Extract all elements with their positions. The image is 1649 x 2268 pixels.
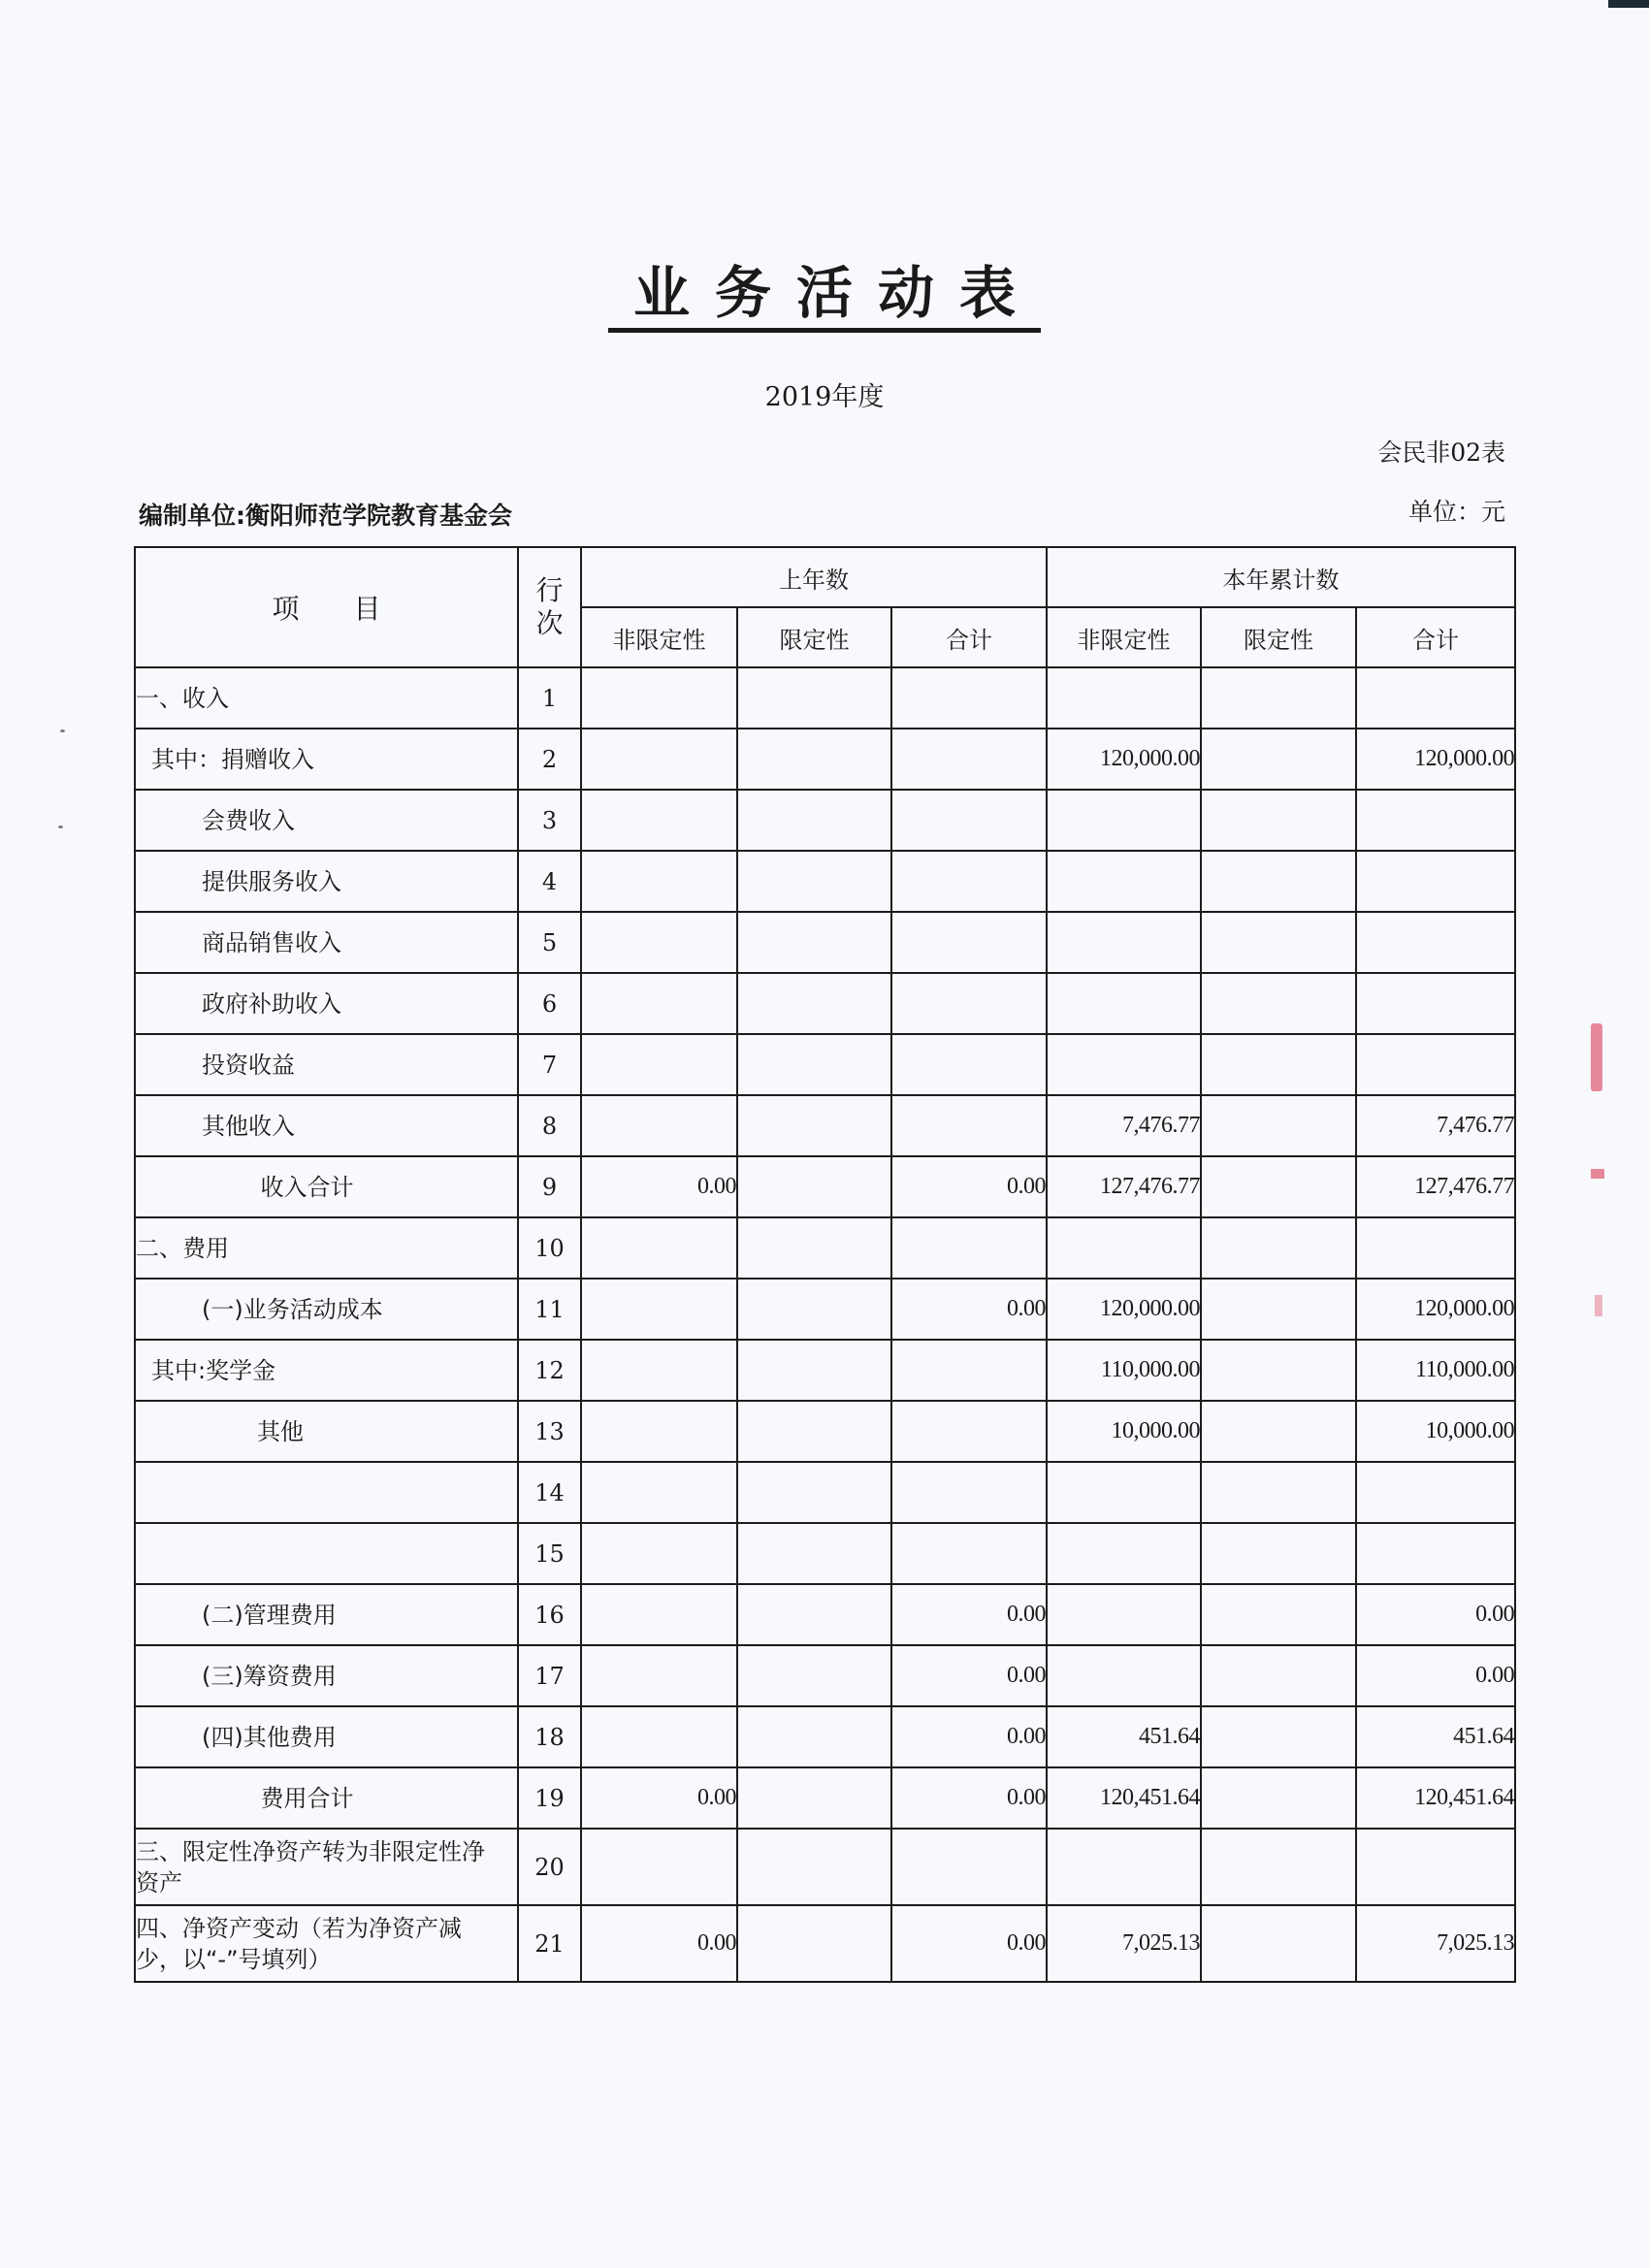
cell-current-unrestricted [1047, 973, 1201, 1034]
cell-current-restricted [1201, 1767, 1356, 1829]
row-number: 5 [518, 912, 581, 973]
cell-current-unrestricted [1047, 1462, 1201, 1523]
cell-current-unrestricted [1047, 1217, 1201, 1279]
row-number: 13 [518, 1401, 581, 1462]
cell-current-total: 120,000.00 [1356, 1279, 1515, 1340]
cell-prior-restricted [737, 1279, 891, 1340]
cell-prior-unrestricted [581, 912, 737, 973]
row-item-label: 提供服务收入 [135, 851, 518, 912]
cell-prior-unrestricted [581, 667, 737, 729]
cell-prior-restricted [737, 1156, 891, 1217]
header-prior-unrestricted: 非限定性 [581, 607, 737, 667]
cell-prior-unrestricted [581, 851, 737, 912]
cell-current-unrestricted [1047, 851, 1201, 912]
cell-prior-restricted [737, 1217, 891, 1279]
cell-current-unrestricted: 120,000.00 [1047, 1279, 1201, 1340]
cell-prior-total [891, 973, 1047, 1034]
row-number: 17 [518, 1645, 581, 1706]
cell-prior-unrestricted: 0.00 [581, 1905, 737, 1982]
cell-prior-restricted [737, 1767, 891, 1829]
cell-current-total [1356, 1462, 1515, 1523]
currency-unit: 单位：元 [1407, 498, 1505, 526]
row-item-label: (三)筹资费用 [135, 1645, 518, 1706]
cell-prior-restricted [737, 667, 891, 729]
cell-current-total [1356, 912, 1515, 973]
cell-current-restricted [1201, 1905, 1356, 1982]
cell-prior-total [891, 1095, 1047, 1156]
cell-prior-restricted [737, 1340, 891, 1401]
cell-prior-total [891, 912, 1047, 973]
cell-current-total [1356, 851, 1515, 912]
table-row [135, 1706, 1515, 1767]
cell-current-unrestricted: 110,000.00 [1047, 1340, 1201, 1401]
header-prior-total: 合计 [891, 607, 1047, 667]
cell-prior-total [891, 1034, 1047, 1095]
page-title-text: 业务活动表 [608, 260, 1041, 333]
cell-current-restricted [1201, 851, 1356, 912]
cell-current-unrestricted [1047, 1645, 1201, 1706]
stamp-fragment [1595, 1295, 1602, 1316]
row-item-label: 会费收入 [135, 790, 518, 851]
cell-current-restricted [1201, 1217, 1356, 1279]
cell-prior-unrestricted [581, 1340, 737, 1401]
cell-current-unrestricted: 120,000.00 [1047, 729, 1201, 790]
cell-current-total: 10,000.00 [1356, 1401, 1515, 1462]
cell-current-restricted [1201, 1034, 1356, 1095]
table-row [135, 1401, 1515, 1462]
row-number: 2 [518, 729, 581, 790]
cell-current-unrestricted [1047, 1584, 1201, 1645]
report-period: 2019年度 [764, 382, 885, 412]
cell-prior-unrestricted: 0.00 [581, 1156, 737, 1217]
cell-prior-restricted [737, 1645, 891, 1706]
cell-current-restricted [1201, 1523, 1356, 1584]
row-number: 6 [518, 973, 581, 1034]
cell-current-unrestricted: 127,476.77 [1047, 1156, 1201, 1217]
cell-current-restricted [1201, 1462, 1356, 1523]
cell-prior-unrestricted [581, 1462, 737, 1523]
cell-prior-total [891, 1829, 1047, 1905]
table-row [135, 1462, 1515, 1523]
row-number: 1 [518, 667, 581, 729]
row-number: 10 [518, 1217, 581, 1279]
cell-current-unrestricted: 451.64 [1047, 1706, 1201, 1767]
cell-prior-unrestricted [581, 1706, 737, 1767]
row-item-label: (四)其他费用 [135, 1706, 518, 1767]
header-item-text: 项 目 [272, 593, 381, 625]
row-item-label: 政府补助收入 [135, 973, 518, 1034]
row-item-label: 其他收入 [135, 1095, 518, 1156]
cell-prior-total [891, 790, 1047, 851]
cell-prior-total [891, 1217, 1047, 1279]
row-number: 8 [518, 1095, 581, 1156]
row-number: 12 [518, 1340, 581, 1401]
cell-prior-restricted [737, 729, 891, 790]
scan-speck [60, 729, 65, 732]
cell-prior-restricted [737, 1706, 891, 1767]
row-item-label: (二)管理费用 [135, 1584, 518, 1645]
cell-prior-unrestricted [581, 1645, 737, 1706]
cell-current-unrestricted [1047, 667, 1201, 729]
cell-current-restricted [1201, 1156, 1356, 1217]
cell-prior-total [891, 667, 1047, 729]
cell-prior-restricted [737, 1829, 891, 1905]
header-prior-restricted: 限定性 [737, 607, 891, 667]
header-row-no-text: 行次 [535, 574, 564, 639]
row-number: 3 [518, 790, 581, 851]
cell-current-total [1356, 1034, 1515, 1095]
cell-current-restricted [1201, 1340, 1356, 1401]
cell-current-total: 7,025.13 [1356, 1905, 1515, 1982]
cell-prior-restricted [737, 1401, 891, 1462]
cell-current-total [1356, 790, 1515, 851]
cell-prior-unrestricted [581, 973, 737, 1034]
cell-current-total: 120,451.64 [1356, 1767, 1515, 1829]
cell-current-total: 0.00 [1356, 1584, 1515, 1645]
cell-prior-total [891, 1462, 1047, 1523]
cell-current-total: 7,476.77 [1356, 1095, 1515, 1156]
table-row [135, 1584, 1515, 1645]
cell-current-restricted [1201, 790, 1356, 851]
table-row [135, 1217, 1515, 1279]
scan-speck [58, 826, 63, 828]
row-number: 20 [518, 1829, 581, 1905]
scan-edge-bar [1608, 0, 1649, 8]
row-item-label: 投资收益 [135, 1034, 518, 1095]
cell-current-unrestricted: 120,451.64 [1047, 1767, 1201, 1829]
cell-prior-restricted [737, 912, 891, 973]
row-item-label [135, 1523, 518, 1584]
cell-current-restricted [1201, 1279, 1356, 1340]
organization: 编制单位:衡阳师范学院教育基金会 [139, 502, 512, 530]
cell-current-unrestricted: 7,025.13 [1047, 1905, 1201, 1982]
cell-current-restricted [1201, 912, 1356, 973]
table-row [135, 729, 1515, 790]
cell-current-restricted [1201, 729, 1356, 790]
cell-current-unrestricted: 10,000.00 [1047, 1401, 1201, 1462]
row-item-label: 商品销售收入 [135, 912, 518, 973]
cell-current-unrestricted [1047, 790, 1201, 851]
cell-prior-total [891, 729, 1047, 790]
cell-prior-restricted [737, 1523, 891, 1584]
cell-current-total [1356, 1217, 1515, 1279]
cell-prior-total [891, 1523, 1047, 1584]
cell-prior-restricted [737, 1095, 891, 1156]
cell-current-restricted [1201, 973, 1356, 1034]
row-item-label: (一)业务活动成本 [135, 1279, 518, 1340]
cell-prior-total: 0.00 [891, 1645, 1047, 1706]
cell-current-total: 110,000.00 [1356, 1340, 1515, 1401]
row-number: 11 [518, 1279, 581, 1340]
row-item-label: 收入合计 [135, 1156, 518, 1217]
cell-prior-total: 0.00 [891, 1584, 1047, 1645]
cell-prior-restricted [737, 851, 891, 912]
cell-current-total: 451.64 [1356, 1706, 1515, 1767]
cell-current-restricted [1201, 1401, 1356, 1462]
header-prior-year: 上年数 [581, 547, 1047, 607]
cell-prior-restricted [737, 1905, 891, 1982]
row-item-label: 三、限定性净资产转为非限定性净资产 [135, 1829, 518, 1905]
table-row [135, 1829, 1515, 1905]
row-number: 7 [518, 1034, 581, 1095]
cell-prior-restricted [737, 1584, 891, 1645]
cell-current-total: 127,476.77 [1356, 1156, 1515, 1217]
cell-prior-restricted [737, 1462, 891, 1523]
cell-current-total [1356, 973, 1515, 1034]
cell-current-restricted [1201, 1706, 1356, 1767]
cell-current-restricted [1201, 1829, 1356, 1905]
cell-current-total [1356, 667, 1515, 729]
form-number: 会民非02表 [1377, 438, 1505, 467]
row-item-label: 其中：捐赠收入 [135, 729, 518, 790]
table-row [135, 1156, 1515, 1217]
row-number: 9 [518, 1156, 581, 1217]
stamp-fragment [1591, 1023, 1602, 1091]
cell-prior-restricted [737, 790, 891, 851]
cell-prior-unrestricted [581, 1095, 737, 1156]
table-row [135, 851, 1515, 912]
cell-prior-unrestricted [581, 1034, 737, 1095]
cell-prior-total [891, 1401, 1047, 1462]
cell-current-total [1356, 1523, 1515, 1584]
cell-prior-unrestricted [581, 1829, 737, 1905]
cell-current-unrestricted [1047, 912, 1201, 973]
cell-prior-unrestricted [581, 1523, 737, 1584]
cell-prior-total: 0.00 [891, 1767, 1047, 1829]
activity-table [134, 546, 1516, 1983]
cell-current-total: 0.00 [1356, 1645, 1515, 1706]
row-item-label: 二、费用 [135, 1217, 518, 1279]
cell-prior-total: 0.00 [891, 1905, 1047, 1982]
cell-current-total: 120,000.00 [1356, 729, 1515, 790]
cell-current-restricted [1201, 1584, 1356, 1645]
table-row [135, 1034, 1515, 1095]
row-item-label: 一、收入 [135, 667, 518, 729]
cell-prior-unrestricted [581, 790, 737, 851]
cell-current-unrestricted [1047, 1034, 1201, 1095]
header-row-no [518, 547, 581, 667]
row-item-label [135, 1462, 518, 1523]
header-current-year: 本年累计数 [1047, 547, 1515, 607]
cell-prior-unrestricted: 0.00 [581, 1767, 737, 1829]
cell-prior-total: 0.00 [891, 1706, 1047, 1767]
table-row [135, 790, 1515, 851]
cell-current-restricted [1201, 1645, 1356, 1706]
row-number: 18 [518, 1706, 581, 1767]
cell-prior-total: 0.00 [891, 1156, 1047, 1217]
header-current-total: 合计 [1356, 607, 1515, 667]
stamp-fragment [1591, 1169, 1604, 1179]
row-item-label: 其他 [135, 1401, 518, 1462]
header-item [135, 547, 518, 667]
header-current-restricted: 限定性 [1201, 607, 1356, 667]
cell-prior-total [891, 851, 1047, 912]
cell-prior-restricted [737, 973, 891, 1034]
cell-prior-total: 0.00 [891, 1279, 1047, 1340]
row-number: 15 [518, 1523, 581, 1584]
table-row [135, 1905, 1515, 1982]
cell-prior-unrestricted [581, 729, 737, 790]
cell-prior-unrestricted [581, 1401, 737, 1462]
cell-current-restricted [1201, 1095, 1356, 1156]
cell-current-unrestricted: 7,476.77 [1047, 1095, 1201, 1156]
table-row [135, 1767, 1515, 1829]
row-number: 14 [518, 1462, 581, 1523]
page-title [0, 260, 1649, 333]
table-row [135, 1340, 1515, 1401]
row-item-label: 四、净资产变动（若为净资产减少，以“-”号填列） [135, 1905, 518, 1982]
table-row [135, 1645, 1515, 1706]
cell-current-unrestricted [1047, 1523, 1201, 1584]
row-item-label: 其中:奖学金 [135, 1340, 518, 1401]
cell-prior-restricted [737, 1034, 891, 1095]
row-number: 19 [518, 1767, 581, 1829]
row-item-label: 费用合计 [135, 1767, 518, 1829]
table-row [135, 1095, 1515, 1156]
cell-current-total [1356, 1829, 1515, 1905]
header-current-unrestricted: 非限定性 [1047, 607, 1201, 667]
cell-current-unrestricted [1047, 1829, 1201, 1905]
table-row [135, 912, 1515, 973]
cell-prior-unrestricted [581, 1584, 737, 1645]
cell-current-restricted [1201, 667, 1356, 729]
cell-prior-unrestricted [581, 1279, 737, 1340]
cell-prior-total [891, 1340, 1047, 1401]
row-number: 21 [518, 1905, 581, 1982]
table-row [135, 667, 1515, 729]
row-number: 16 [518, 1584, 581, 1645]
cell-prior-unrestricted [581, 1217, 737, 1279]
row-number: 4 [518, 851, 581, 912]
table-row [135, 1279, 1515, 1340]
table-row [135, 1523, 1515, 1584]
table-row [135, 973, 1515, 1034]
